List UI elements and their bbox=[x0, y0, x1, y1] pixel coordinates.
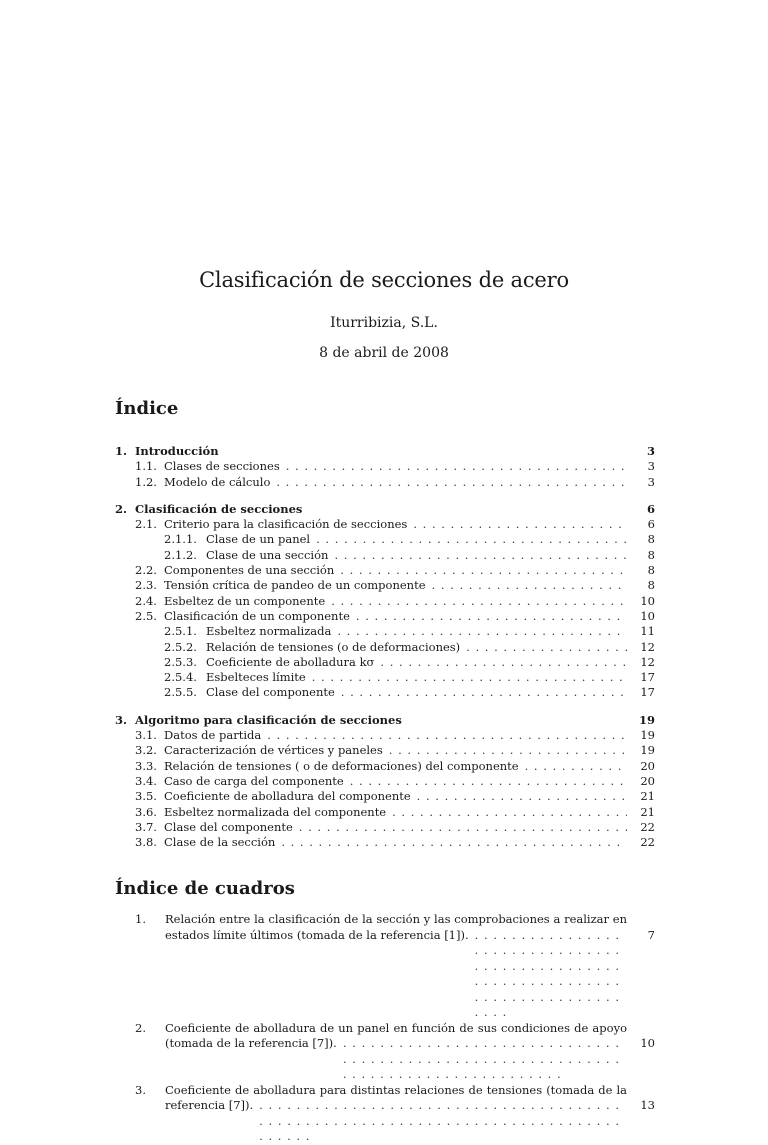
toc-leader-dots bbox=[316, 532, 627, 547]
toc-entry-page: 12 bbox=[640, 654, 655, 669]
list-of-tables-entry[interactable] bbox=[115, 1083, 655, 1145]
toc-entry-page: 3 bbox=[647, 474, 655, 489]
toc-entry-number: 1.2. bbox=[135, 474, 157, 489]
toc-entry-number: 2.2. bbox=[135, 563, 157, 578]
document-title: Clasificación de secciones de acero bbox=[199, 268, 569, 292]
toc-entry-page: 22 bbox=[640, 819, 655, 834]
table-entry-number: 3. bbox=[135, 1082, 146, 1097]
toc-entry-title: Clases de secciones bbox=[164, 459, 280, 474]
table-entry-page: 7 bbox=[647, 927, 655, 942]
toc-entry-title: Coeficiente de abolladura del componente bbox=[164, 789, 411, 804]
toc-leader-dots bbox=[286, 459, 627, 474]
list-of-tables-entry[interactable] bbox=[115, 1021, 655, 1083]
toc-entry-page: 21 bbox=[640, 789, 655, 804]
toc-chapter-entry[interactable] bbox=[115, 713, 655, 728]
toc-entry-page: 19 bbox=[640, 728, 655, 743]
toc-entry-page: 8 bbox=[647, 578, 655, 593]
toc-entry-page: 17 bbox=[640, 670, 655, 685]
toc-entry[interactable] bbox=[115, 578, 655, 593]
toc-leader-dots bbox=[281, 835, 627, 850]
toc-entry-title: Tensión crítica de pandeo de un componente bbox=[164, 578, 426, 593]
toc-entry-page: 8 bbox=[647, 532, 655, 547]
toc-leader-dots bbox=[380, 655, 627, 670]
table-entry-caption-continued: estados límite últimos (tomada de la referencia [1]). bbox=[165, 927, 469, 942]
toc-entry-number: 3.2. bbox=[135, 743, 157, 758]
toc-entry[interactable] bbox=[115, 532, 655, 547]
table-entry-page: 13 bbox=[640, 1098, 655, 1112]
toc-entry-title: Caso de carga del componente bbox=[164, 773, 344, 788]
toc-entry-number: 2.5.2. bbox=[164, 639, 197, 654]
toc-entry-page: 8 bbox=[647, 563, 655, 578]
toc-entry-page: 10 bbox=[640, 608, 655, 623]
document-author: Iturribizia, S.L. bbox=[330, 315, 438, 331]
toc-entry-number: 3.1. bbox=[135, 728, 157, 743]
toc-entry-title: Coeficiente de abolladura kσ bbox=[206, 654, 375, 669]
toc-entry-number: 2. bbox=[115, 501, 128, 516]
toc-entry-number: 2.1.1. bbox=[164, 532, 197, 547]
toc-entry-number: 3.5. bbox=[135, 789, 157, 804]
toc-entry[interactable] bbox=[115, 624, 655, 639]
toc-leader-dots bbox=[341, 685, 627, 700]
toc-entry-title: Esbeltez de un componente bbox=[164, 593, 326, 608]
toc-entry[interactable] bbox=[115, 475, 655, 490]
toc-entry-title: Algoritmo para clasificación de secciones bbox=[135, 712, 402, 727]
toc-entry-title: Clasificación de secciones bbox=[135, 501, 303, 516]
toc-leader-dots bbox=[299, 820, 627, 835]
table-entry-number: 2. bbox=[135, 1020, 146, 1035]
toc-entry-title: Relación de tensiones (o de deformaciones) bbox=[206, 639, 461, 654]
table-entry-number: 1. bbox=[135, 912, 146, 926]
toc-entry-title: Clase de un panel bbox=[206, 532, 311, 547]
toc-entry-title: Datos de partida bbox=[164, 728, 262, 743]
table-entry-caption: Relación entre la clasificación de la sección y las comprobaciones a realizar en bbox=[165, 912, 627, 926]
document-date: 8 de abril de 2008 bbox=[319, 345, 449, 361]
toc-entry-title: Caracterización de vértices y paneles bbox=[164, 743, 383, 758]
toc-entry-number: 2.5.1. bbox=[164, 624, 197, 639]
toc-entry-title: Introducción bbox=[135, 444, 219, 458]
toc-entry-number: 2.5. bbox=[135, 608, 157, 623]
toc-entry-page: 8 bbox=[647, 547, 655, 562]
list-of-tables-heading: Índice de cuadros bbox=[115, 878, 295, 899]
toc-entry-number: 2.1.2. bbox=[164, 547, 197, 562]
toc-entry-page: 3 bbox=[647, 459, 655, 474]
toc-entry-title: Criterio para la clasificación de secciones bbox=[164, 517, 408, 532]
list-of-tables bbox=[115, 912, 655, 1145]
toc-entry[interactable] bbox=[115, 459, 655, 474]
toc-entry-title: Clase de una sección bbox=[206, 547, 329, 562]
toc-entry-page: 10 bbox=[640, 593, 655, 608]
toc-entry-title: Clasificación de un componente bbox=[164, 608, 350, 623]
toc-entry-number: 2.3. bbox=[135, 578, 157, 593]
toc-entry-title: Clase de la sección bbox=[164, 835, 276, 850]
toc-entry[interactable] bbox=[115, 609, 655, 624]
list-of-tables-entry[interactable] bbox=[115, 912, 655, 1021]
toc-entry-number: 3.6. bbox=[135, 804, 157, 819]
toc-entry-number: 3.3. bbox=[135, 758, 157, 773]
toc-chapter-entry[interactable] bbox=[115, 502, 655, 517]
toc-entry[interactable] bbox=[115, 685, 655, 700]
toc-entry[interactable] bbox=[115, 759, 655, 774]
toc-entry-title: Esbeltez normalizada del componente bbox=[164, 804, 387, 819]
toc-leader-dots bbox=[350, 774, 627, 789]
toc-entry-page: 19 bbox=[638, 712, 655, 727]
toc-entry-number: 1.1. bbox=[135, 459, 157, 474]
toc-entry[interactable] bbox=[115, 670, 655, 685]
toc-entry-title: Relación de tensiones ( o de deformaciones) del componente bbox=[164, 758, 519, 773]
table-entry-caption: Coeficiente de abolladura de un panel en función de sus condiciones de apoyo bbox=[165, 1020, 627, 1035]
toc-leader-dots bbox=[389, 743, 627, 758]
toc-leader-dots bbox=[413, 517, 627, 532]
toc-leader-dots bbox=[267, 728, 627, 743]
toc-leader-dots bbox=[432, 578, 627, 593]
toc-entry-page: 20 bbox=[640, 758, 655, 773]
toc-entry-number: 2.1. bbox=[135, 517, 157, 532]
toc-entry-number: 3.8. bbox=[135, 835, 157, 850]
toc-entry[interactable] bbox=[115, 655, 655, 670]
toc-entry-page: 19 bbox=[640, 743, 655, 758]
toc-entry[interactable] bbox=[115, 728, 655, 743]
toc-leader-dots bbox=[525, 759, 627, 774]
table-entry-caption: Coeficiente de abolladura para distintas relaciones de tensiones (tomada de la bbox=[165, 1082, 627, 1097]
toc-entry-page: 22 bbox=[640, 835, 655, 850]
toc-entry-page: 3 bbox=[646, 444, 655, 458]
toc-entry[interactable] bbox=[115, 594, 655, 609]
table-entry-caption-continued: (tomada de la referencia [7]). bbox=[165, 1036, 337, 1050]
table-entry-caption-continued: referencia [7]). bbox=[165, 1098, 254, 1112]
toc-leader-dots bbox=[337, 624, 627, 639]
toc-entry[interactable] bbox=[115, 517, 655, 532]
toc-heading: Índice bbox=[115, 398, 179, 419]
toc-leader-dots bbox=[356, 609, 627, 624]
toc-entry-title: Esbeltez normalizada bbox=[206, 624, 332, 639]
table-entry-page: 10 bbox=[640, 1036, 655, 1050]
toc-leader-dots bbox=[340, 563, 627, 578]
toc-entry-page: 6 bbox=[647, 517, 655, 532]
toc-entry[interactable] bbox=[115, 640, 655, 655]
toc-leader-dots bbox=[417, 789, 627, 804]
toc-leader-dots bbox=[334, 548, 627, 563]
toc-entry-page: 12 bbox=[640, 639, 655, 654]
toc-entry-page: 20 bbox=[640, 773, 655, 788]
toc-entry-number: 3.4. bbox=[135, 773, 157, 788]
toc-entry[interactable] bbox=[115, 820, 655, 835]
toc-entry-number: 1. bbox=[115, 444, 128, 458]
toc-entry-page: 17 bbox=[640, 685, 655, 700]
table-of-contents bbox=[115, 444, 655, 850]
toc-entry-title: Clase del componente bbox=[206, 685, 335, 700]
toc-leader-dots bbox=[466, 640, 627, 655]
toc-entry-page: 21 bbox=[640, 804, 655, 819]
toc-entry-page: 6 bbox=[646, 501, 655, 516]
toc-leader-dots bbox=[276, 475, 627, 490]
toc-entry[interactable] bbox=[115, 835, 655, 850]
toc-entry-number: 3.7. bbox=[135, 819, 157, 834]
toc-entry-title: Clase del componente bbox=[164, 819, 293, 834]
toc-entry-title: Componentes de una sección bbox=[164, 563, 335, 578]
toc-entry-number: 2.5.5. bbox=[164, 685, 197, 700]
toc-entry-number: 2.4. bbox=[135, 593, 157, 608]
toc-chapter-entry[interactable] bbox=[115, 444, 655, 459]
toc-entry[interactable] bbox=[115, 743, 655, 758]
toc-entry[interactable] bbox=[115, 548, 655, 563]
toc-leader-dots bbox=[392, 805, 627, 820]
toc-leader-dots bbox=[331, 594, 627, 609]
toc-entry-number: 2.5.3. bbox=[164, 654, 197, 669]
toc-leader-dots bbox=[259, 1098, 619, 1145]
toc-entry-page: 11 bbox=[640, 624, 655, 639]
toc-entry-number: 2.5.4. bbox=[164, 670, 197, 685]
toc-entry-title: Modelo de cálculo bbox=[164, 474, 271, 489]
toc-entry[interactable] bbox=[115, 563, 655, 578]
toc-entry[interactable] bbox=[115, 789, 655, 804]
toc-entry[interactable] bbox=[115, 774, 655, 789]
toc-entry[interactable] bbox=[115, 805, 655, 820]
toc-entry-number: 3. bbox=[115, 712, 128, 727]
toc-leader-dots bbox=[312, 670, 627, 685]
toc-leader-dots bbox=[343, 1036, 619, 1083]
toc-leader-dots bbox=[475, 928, 619, 1021]
toc-entry-title: Esbelteces límite bbox=[206, 670, 306, 685]
